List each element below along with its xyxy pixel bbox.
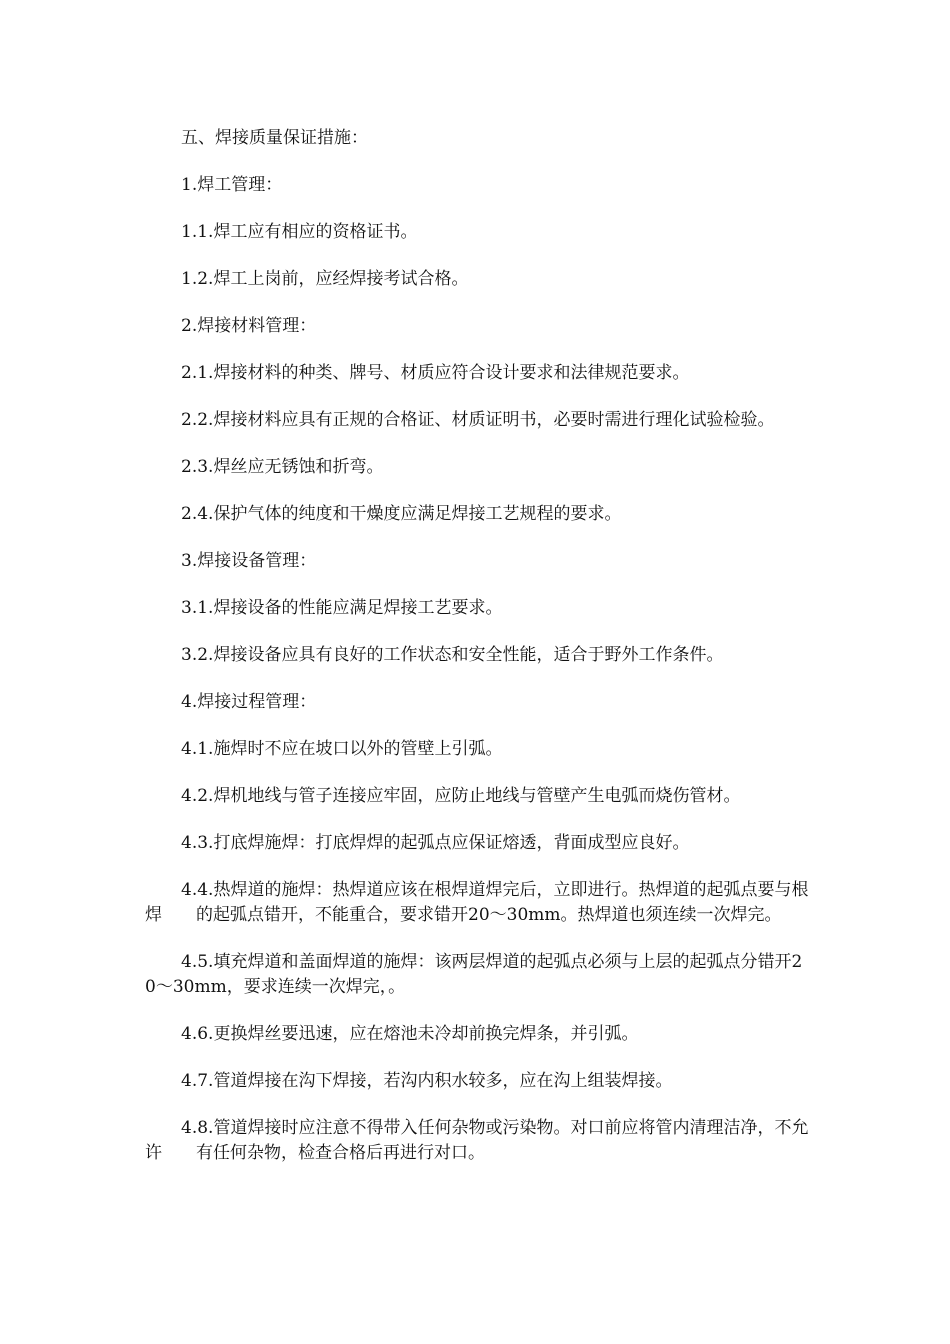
paragraph: 4.1.施焊时不应在坡口以外的管壁上引弧。 (181, 739, 503, 759)
section-heading: 五、焊接质量保证措施： (181, 128, 368, 148)
subsection-heading: 4.焊接过程管理： (181, 692, 317, 712)
paragraph: 2.3.焊丝应无锈蚀和折弯。 (181, 457, 384, 477)
paragraph: 4.3.打底焊施焊：打底焊焊的起弧点应保证熔透，背面成型应良好。 (181, 833, 690, 853)
paragraph: 2.4.保护气体的纯度和干燥度应满足焊接工艺规程的要求。 (181, 504, 622, 524)
paragraph: 4.5.填充焊道和盖面焊道的施焊：该两层焊道的起弧点必须与上层的起弧点分错开20～30mm，要求连续一次焊完，。 (145, 952, 803, 997)
paragraph: 1.2.焊工上岗前，应经焊接考试合格。 (181, 269, 469, 289)
subsection-heading: 2.焊接材料管理： (181, 316, 317, 336)
paragraph: 4.2.焊机地线与管子连接应牢固，应防止地线与管壁产生电弧而烧伤管材。 (181, 786, 741, 806)
paragraph: 2.2.焊接材料应具有正规的合格证、材质证明书，必要时需进行理化试验检验。 (181, 410, 775, 430)
paragraph: 1.1.焊工应有相应的资格证书。 (181, 222, 418, 242)
subsection-heading: 1.焊工管理： (181, 175, 283, 195)
paragraph: 3.1.焊接设备的性能应满足焊接工艺要求。 (181, 598, 503, 618)
paragraph: 3.2.焊接设备应具有良好的工作状态和安全性能，适合于野外工作条件。 (181, 645, 724, 665)
document-body (145, 126, 810, 1188)
paragraph: 4.8.管道焊接时应注意不得带入任何杂物或污染物。对口前应将管内清理洁净，不允许 有任何杂物，检查合格后再进行对口。 (145, 1118, 809, 1163)
paragraph: 4.4.热焊道的施焊：热焊道应该在根焊道焊完后，立即进行。热焊道的起弧点要与根焊 的起弧点错开，不能重合，要求错开20～30mm。热焊道也须连续一次焊完。 (145, 880, 809, 925)
paragraph: 4.6.更换焊丝要迅速，应在熔池未冷却前换完焊条，并引弧。 (181, 1024, 639, 1044)
paragraph: 4.7.管道焊接在沟下焊接，若沟内积水较多，应在沟上组装焊接。 (181, 1071, 673, 1091)
subsection-heading: 3.焊接设备管理： (181, 551, 317, 571)
paragraph: 2.1.焊接材料的种类、牌号、材质应符合设计要求和法律规范要求。 (181, 363, 690, 383)
